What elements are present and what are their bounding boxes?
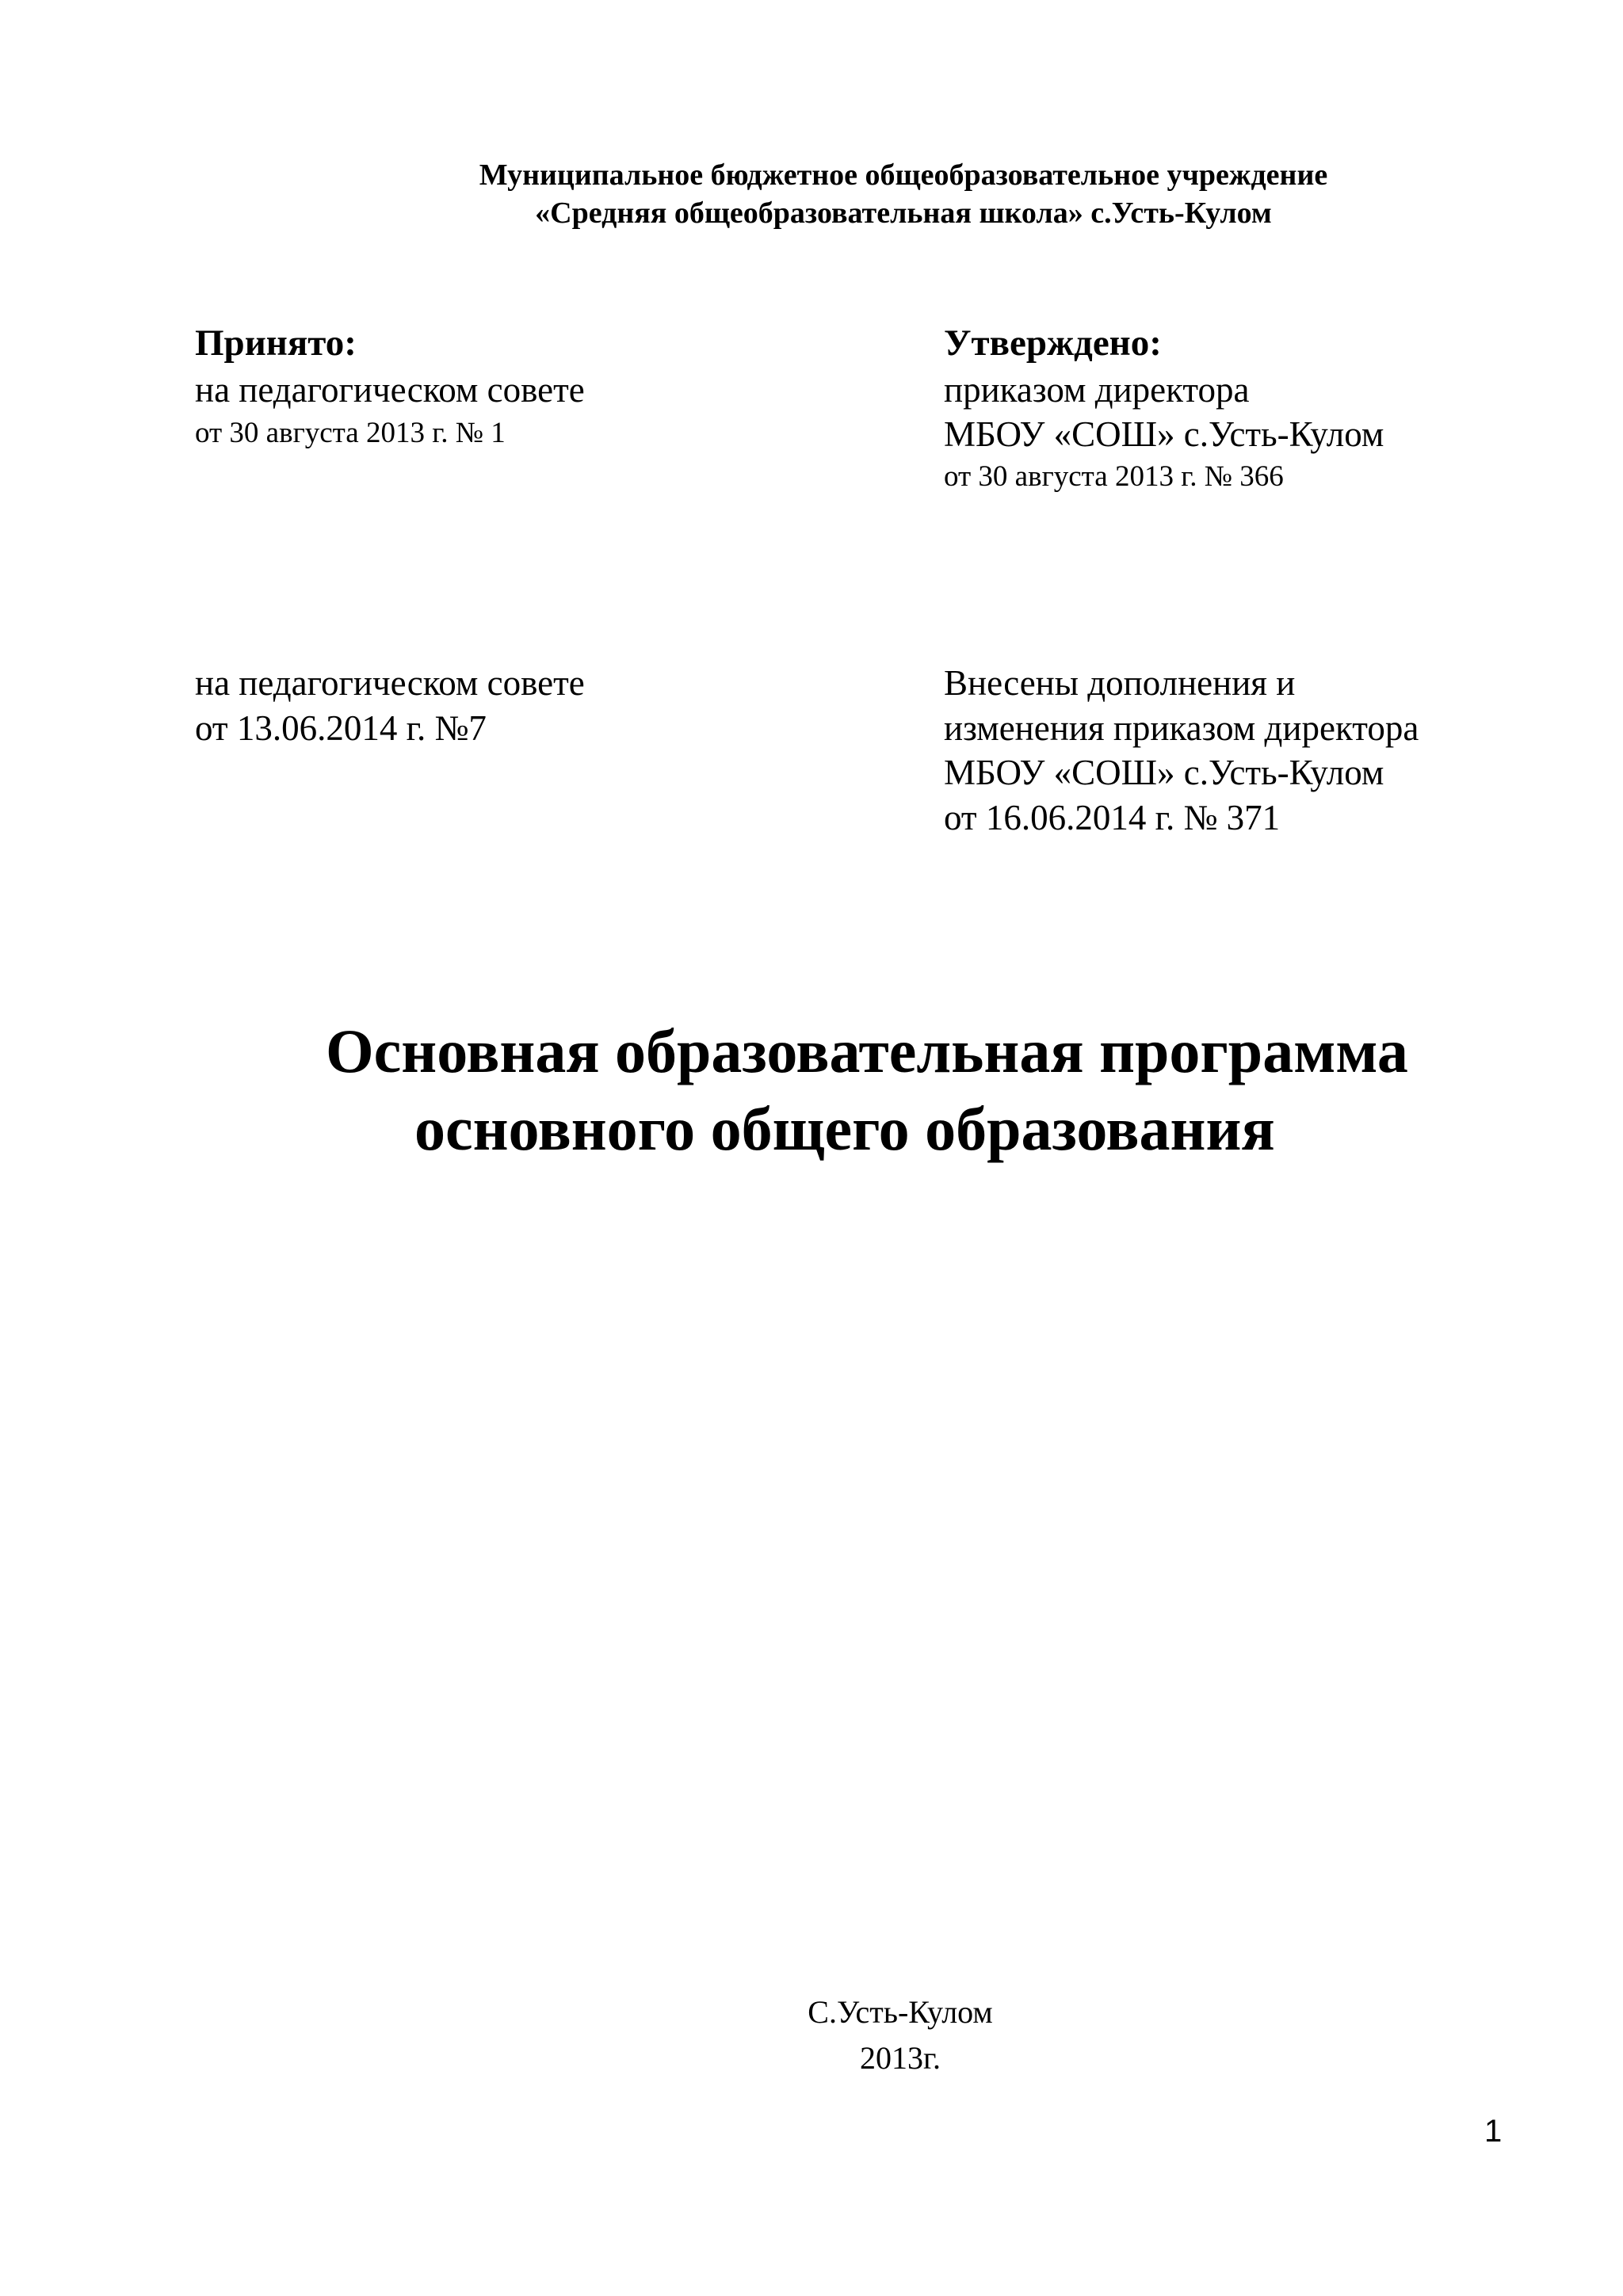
amendment-order-organization: МБОУ «СОШ» с.Усть-Кулом xyxy=(944,753,1384,792)
approved-organization: МБОУ «СОШ» с.Усть-Кулом xyxy=(944,414,1384,454)
document-title-line-2: основного общего образования xyxy=(414,1094,1275,1163)
accepted-date: от 30 августа 2013 г. № 1 xyxy=(195,417,506,449)
document-title-line-1: Основная образовательная программа xyxy=(326,1016,1408,1085)
approved-date: от 30 августа 2013 г. № 366 xyxy=(944,460,1284,493)
footer-year: 2013г. xyxy=(860,2040,941,2076)
accepted-heading: Принято: xyxy=(195,322,357,364)
amendment-order-line-2: изменения приказом директора xyxy=(944,708,1419,748)
organization-name: Муниципальное бюджетное общеобразовательное учреждение xyxy=(479,158,1328,192)
amendment-order-line-1: Внесены дополнения и xyxy=(944,663,1296,703)
accepted-body: на педагогическом совете xyxy=(195,370,585,410)
approved-heading: Утверждено: xyxy=(944,322,1162,364)
page-number: 1 xyxy=(1484,2114,1503,2149)
amendment-council-body: на педагогическом совете xyxy=(195,663,585,703)
approved-body: приказом директора xyxy=(944,370,1250,410)
footer-place: С.Усть-Кулом xyxy=(808,1994,993,2030)
school-name: «Средняя общеобразовательная школа» с.Усть-Кулом xyxy=(535,196,1272,230)
amendment-council-date: от 13.06.2014 г. №7 xyxy=(195,708,487,748)
amendment-order-date: от 16.06.2014 г. № 371 xyxy=(944,798,1281,837)
